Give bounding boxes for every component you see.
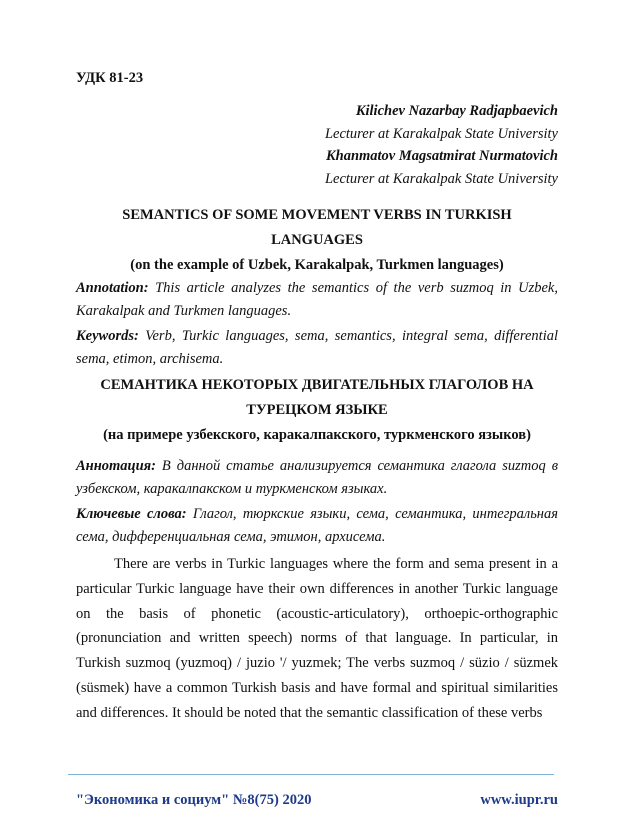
- russian-title-line2: ТУРЕЦКОМ ЯЗЫКЕ: [246, 402, 388, 418]
- english-title-line1: SEMANTICS OF SOME MOVEMENT VERBS IN TURKISH: [122, 207, 512, 223]
- russian-title: [76, 373, 558, 448]
- author-name: Khanmatov Magsatmirat Nurmatovich: [325, 148, 558, 164]
- keywords-label: Ключевые слова:: [76, 506, 187, 522]
- footer-divider: [68, 774, 554, 775]
- russian-keywords: [76, 503, 558, 548]
- annotation-text: This article analyzes the semantics of the verb suzmoq in Uzbek, Karakalpak and Turkmen languages.: [76, 280, 558, 319]
- author-affiliation: Lecturer at Karakalpak State University: [324, 125, 558, 142]
- author-affiliation: Lecturer at Karakalpak State University: [324, 170, 558, 187]
- english-title-line2: LANGUAGES: [271, 232, 363, 248]
- author-block: [78, 100, 558, 190]
- english-keywords: [76, 325, 558, 370]
- udk-code: УДК 81-23: [76, 70, 144, 86]
- english-annotation: [76, 277, 558, 322]
- author-name: Kilichev Nazarbay Radjapbaevich: [355, 103, 558, 119]
- footer-url[interactable]: www.iupr.ru: [480, 792, 558, 808]
- keywords-text: Verb, Turkic languages, sema, semantics, integral sema, differential sema, etimon, archisema.: [76, 328, 558, 367]
- english-subtitle: (on the example of Uzbek, Karakalpak, Turkmen languages): [130, 257, 504, 273]
- keywords-text: Глагол, тюркские языки, сема, семантика, интегральная сема, дифференциальная сема, этимон, архисема.: [76, 506, 558, 545]
- keywords-label: Keywords:: [76, 328, 139, 344]
- annotation-text: В данной статье анализируется семантика глагола suzmoq в узбекском, каракалпакском и туркменском языках.: [76, 458, 558, 497]
- russian-title-line1: СЕМАНТИКА НЕКОТОРЫХ ДВИГАТЕЛЬНЫХ ГЛАГОЛОВ НА: [100, 377, 534, 393]
- annotation-label: Annotation:: [76, 280, 149, 296]
- english-title: [76, 203, 558, 278]
- annotation-label: Аннотация:: [76, 458, 156, 474]
- russian-subtitle: (на примере узбекского, каракалпакского, туркменского языков): [103, 427, 531, 443]
- russian-annotation: [76, 455, 558, 500]
- footer-journal: "Экономика и социум" №8(75) 2020: [76, 792, 312, 808]
- body-paragraph: There are verbs in Turkic languages where the form and sema present in a particular Turkic language have their own differences in another Turkic language on the basis of phonetic (acoustic-articulatory), orthoepic-orthographic (pronunciation and written speech) norms of that language. In particular, in Turkish suzmoq (yuzmoq) / juzio '/ yuzmek; The verbs suzmoq / süzio / süzmek (süsmek) have a common Turkish basis and have formal and spiritual similarities and differences. It should be noted that the semantic classification of these verbs: [76, 556, 558, 721]
